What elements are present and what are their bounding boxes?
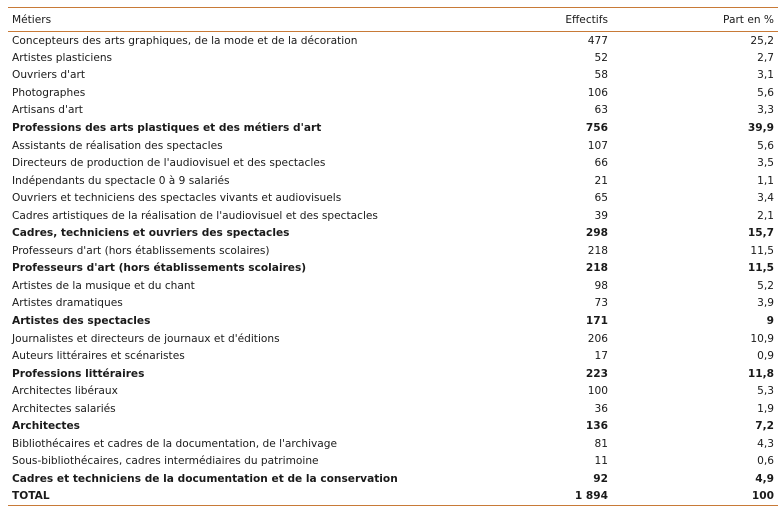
row-label: Architectes (12, 420, 80, 433)
row-label: Artistes des spectacles (12, 315, 151, 328)
row-label: Artistes de la musique et du chant (12, 279, 195, 292)
row-label: Ouvriers et techniciens des spectacles vivants et audiovisuels (12, 192, 342, 205)
row-effectifs: 39 (594, 209, 608, 222)
table-row (8, 382, 778, 400)
table-row (8, 435, 778, 453)
table-row (8, 32, 778, 50)
row-label: Indépendants du spectacle 0 à 9 salariés (12, 174, 230, 187)
row-effectifs: 98 (594, 279, 608, 292)
table-row (8, 400, 778, 418)
row-part: 7,2 (755, 420, 774, 433)
row-part: 3,1 (757, 69, 774, 82)
row-effectifs: 1 894 (542, 488, 612, 506)
table-row (8, 172, 778, 190)
table-row (8, 137, 778, 155)
subtotal-row (8, 225, 778, 243)
row-label: TOTAL (8, 488, 542, 506)
row-part: 4,3 (757, 437, 774, 450)
table-row (8, 49, 778, 67)
row-label: Sous-bibliothécaires, cadres intermédiaires du patrimoine (12, 455, 319, 468)
row-effectifs: 11 (594, 455, 608, 468)
row-label: Artistes plasticiens (12, 51, 113, 64)
row-label: Directeurs de production de l'audiovisuel et des spectacles (12, 157, 326, 170)
subtotal-row (8, 365, 778, 383)
row-part: 100 (612, 488, 778, 506)
row-label: Artistes dramatiques (12, 297, 123, 310)
row-effectifs: 218 (587, 244, 608, 257)
subtotal-row (8, 470, 778, 488)
row-part: 0,9 (757, 350, 774, 363)
row-part: 15,7 (747, 227, 774, 240)
row-effectifs: 63 (594, 104, 608, 117)
row-part: 3,3 (757, 104, 774, 117)
subtotal-row (8, 260, 778, 278)
row-part: 1,9 (757, 402, 774, 415)
row-part: 39,9 (747, 122, 774, 134)
row-label: Ouvriers d'art (12, 69, 86, 82)
table-row (8, 84, 778, 102)
row-label: Journalistes et directeurs de journaux et d'éditions (12, 332, 280, 345)
row-part: 25,2 (750, 34, 774, 47)
row-part: 5,3 (757, 385, 774, 398)
table-row (8, 242, 778, 260)
row-label: Cadres et techniciens de la documentation et de la conservation (12, 472, 398, 485)
row-label: Assistants de réalisation des spectacles (12, 139, 223, 152)
header-part: Part en % (612, 8, 778, 32)
row-effectifs: 756 (585, 122, 608, 134)
row-effectifs: 52 (594, 51, 608, 64)
row-part: 2,1 (757, 209, 774, 222)
row-label: Professeurs d'art (hors établissements scolaires) (12, 244, 270, 257)
metiers-table (8, 7, 778, 506)
row-effectifs: 81 (594, 437, 608, 450)
table-row (8, 189, 778, 207)
row-part: 3,9 (757, 297, 774, 310)
row-label: Architectes libéraux (12, 385, 118, 398)
row-label: Artisans d'art (12, 104, 83, 117)
row-part: 5,6 (757, 86, 774, 99)
table-row (8, 330, 778, 348)
row-label: Concepteurs des arts graphiques, de la mode et de la décoration (12, 34, 358, 47)
row-effectifs: 477 (587, 34, 608, 47)
header-effectifs: Effectifs (542, 8, 612, 32)
row-part: 11,8 (747, 367, 774, 380)
header-metiers: Métiers (8, 8, 542, 32)
row-label: Bibliothécaires et cadres de la documentation, de l'archivage (12, 437, 338, 450)
row-effectifs: 65 (594, 192, 608, 205)
table-row (8, 453, 778, 471)
row-effectifs: 17 (594, 350, 608, 363)
row-label: Cadres, techniciens et ouvriers des spectacles (12, 227, 290, 240)
row-part: 11,5 (750, 244, 774, 257)
row-label: Professeurs d'art (hors établissements scolaires) (12, 262, 307, 275)
row-part: 2,7 (757, 51, 774, 64)
subtotal-row (8, 119, 778, 137)
row-part: 4,9 (755, 472, 774, 485)
row-effectifs: 298 (585, 227, 608, 240)
row-effectifs: 136 (585, 420, 608, 433)
row-label: Photographes (12, 86, 86, 99)
row-effectifs: 92 (593, 472, 608, 485)
row-effectifs: 58 (594, 69, 608, 82)
table-row (8, 154, 778, 172)
row-effectifs: 66 (594, 157, 608, 170)
table-row (8, 207, 778, 225)
row-part: 11,5 (747, 262, 774, 275)
row-part: 5,6 (757, 139, 774, 152)
row-part: 1,1 (757, 174, 774, 187)
row-label: Auteurs littéraires et scénaristes (12, 350, 185, 363)
row-effectifs: 206 (587, 332, 608, 345)
row-label: Cadres artistiques de la réalisation de l'audiovisuel et des spectacles (12, 209, 378, 222)
row-effectifs: 171 (585, 315, 608, 328)
row-effectifs: 107 (587, 139, 608, 152)
table-body (8, 32, 778, 506)
row-effectifs: 36 (594, 402, 608, 415)
table-header (8, 8, 778, 32)
row-part: 3,5 (757, 157, 774, 170)
row-effectifs: 106 (587, 86, 608, 99)
table-row (8, 102, 778, 120)
row-effectifs: 100 (587, 385, 608, 398)
subtotal-row (8, 312, 778, 330)
row-part: 5,2 (757, 279, 774, 292)
total-row (8, 488, 778, 506)
row-effectifs: 21 (594, 174, 608, 187)
row-part: 0,6 (757, 455, 774, 468)
header-row (8, 8, 778, 32)
subtotal-row (8, 418, 778, 436)
table-row (8, 277, 778, 295)
row-part: 10,9 (750, 332, 774, 345)
table-row (8, 295, 778, 313)
row-effectifs: 218 (585, 262, 608, 275)
row-effectifs: 73 (594, 297, 608, 310)
row-part: 3,4 (757, 192, 774, 205)
row-label: Professions des arts plastiques et des métiers d'art (12, 122, 322, 134)
table-row (8, 347, 778, 365)
table-row (8, 67, 778, 85)
row-part: 9 (766, 315, 774, 328)
row-effectifs: 223 (585, 367, 608, 380)
row-label: Professions littéraires (12, 367, 145, 380)
row-label: Architectes salariés (12, 402, 116, 415)
